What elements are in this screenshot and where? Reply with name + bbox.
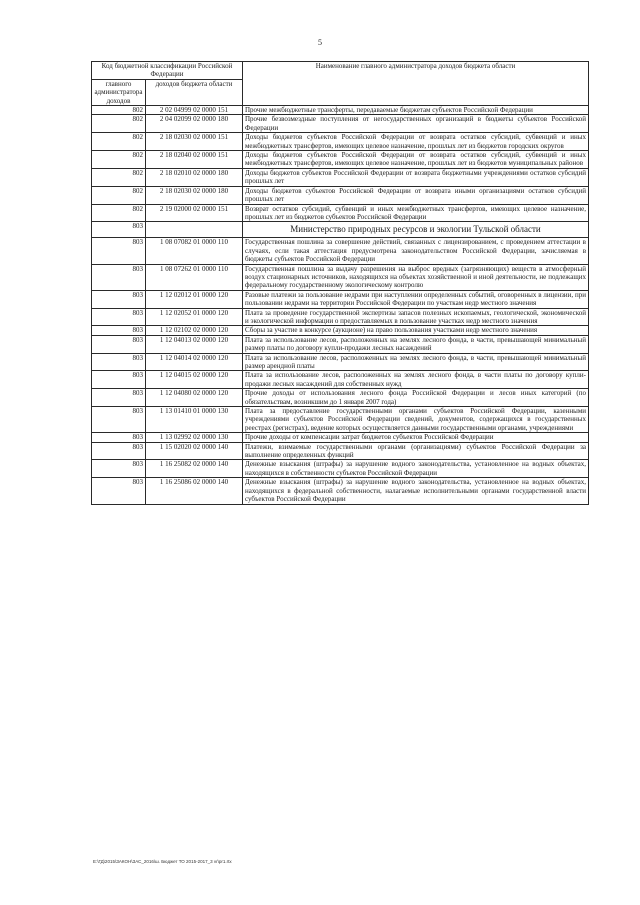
admin-code-cell: 803 — [92, 407, 146, 433]
table-row — [92, 371, 589, 389]
income-name-cell: Прочие доходы от компенсации затрат бюджетов субъектов Российской Федерации — [243, 433, 589, 442]
admin-code-cell: 803 — [92, 222, 146, 238]
table-row — [92, 238, 589, 264]
income-code-cell: 1 08 07262 01 0000 110 — [146, 264, 243, 290]
income-code-cell: 2 18 02030 02 0000 180 — [146, 186, 243, 204]
table-row — [92, 433, 589, 442]
table-row — [92, 407, 589, 433]
income-name-cell: Плата за использование лесов, расположенных на землях лесного фонда, в части, превышающей минимальный размер платы по договору купли-продажи лесных насаждений — [243, 335, 589, 353]
income-name-cell: Прочие доходы от использования лесного фонда Российской Федерации и лесов иных категорий (по обязательствам, возникшим до 1 января 2007 года) — [243, 389, 589, 407]
header-code-group: Код бюджетной классификации Российской Федерации — [92, 62, 243, 80]
income-code-cell: 2 18 02030 02 0000 151 — [146, 133, 243, 151]
income-code-cell: 1 15 02020 02 0000 140 — [146, 442, 243, 460]
income-code-cell: 2 02 04999 02 0000 151 — [146, 106, 243, 115]
table-row — [92, 115, 589, 133]
admin-code-cell: 802 — [92, 115, 146, 133]
table-row — [92, 442, 589, 460]
table-header-row — [92, 62, 589, 80]
income-code-cell: 1 12 02102 02 0000 120 — [146, 326, 243, 335]
table-row — [92, 168, 589, 186]
header-admin-column: главного администратора доходов — [92, 79, 146, 105]
income-name-cell: Плата за использование лесов, расположенных на землях лесного фонда, в части, превышающей минимальный размер арендной платы — [243, 353, 589, 371]
admin-code-cell: 802 — [92, 204, 146, 222]
income-name-cell: Доходы бюджетов субъектов Российской Федерации от возврата остатков субсидий, субвенций и иных межбюджетных трансфертов, имеющих целевое назначение, прошлых лет из бюджетов городских округов — [243, 133, 589, 151]
income-administrators-table — [91, 61, 589, 505]
income-code-cell: 1 13 01410 01 0000 130 — [146, 407, 243, 433]
admin-code-cell: 803 — [92, 335, 146, 353]
admin-code-cell: 802 — [92, 151, 146, 169]
file-path-footer: E:\ГД\2015\ЗАКОН\ЗАС_2016\ш. Бюджет ТО 2015-2017_3 vr\pr1.rtx — [93, 859, 232, 864]
income-name-cell: Сборы за участие в конкурсе (аукционе) на право пользования участками недр местного значения — [243, 326, 589, 335]
admin-code-cell: 803 — [92, 460, 146, 478]
admin-code-cell: 803 — [92, 433, 146, 442]
income-name-cell: Прочие безвозмездные поступления от негосударственных организаций в бюджеты субъектов Российской Федерации — [243, 115, 589, 133]
admin-code-cell: 802 — [92, 186, 146, 204]
table-row — [92, 353, 589, 371]
admin-code-cell: 803 — [92, 264, 146, 290]
income-name-cell: Министерство природных ресурсов и экологии Тульской области — [243, 222, 589, 238]
admin-code-cell: 803 — [92, 353, 146, 371]
income-name-cell: Доходы бюджетов субъектов Российской Федерации от возврата иными организациями остатков субсидий прошлых лет — [243, 186, 589, 204]
income-name-cell: Доходы бюджетов субъектов Российской Федерации от возврата остатков субсидий, субвенций и иных межбюджетных трансфертов, имеющих целевое назначение, прошлых лет из бюджетов муниципальных районов — [243, 151, 589, 169]
table-row — [92, 478, 589, 504]
income-code-cell: 1 12 02052 01 0000 120 — [146, 308, 243, 326]
admin-code-cell: 803 — [92, 326, 146, 335]
admin-code-cell: 803 — [92, 238, 146, 264]
income-code-cell: 2 19 02000 02 0000 151 — [146, 204, 243, 222]
income-name-cell: Государственная пошлина за совершение действий, связанных с лицензированием, с проведением аттестации в случаях, если такая аттестация предусмотрена законодательством Российской Федерации, зачисляемая в бюджеты субъектов Российской Федерации — [243, 238, 589, 264]
income-code-cell: 1 12 02012 01 0000 120 — [146, 290, 243, 308]
ministry-header-row — [92, 222, 589, 238]
income-code-cell: 1 16 25082 02 0000 140 — [146, 460, 243, 478]
income-name-cell: Платежи, взимаемые государственными органами (организациями) субъектов Российской Федерации за выполнение определенных функций — [243, 442, 589, 460]
income-code-cell: 1 12 04080 02 0000 120 — [146, 389, 243, 407]
table-row — [92, 151, 589, 169]
income-name-cell: Плата за проведение государственной экспертизы запасов полезных ископаемых, геологической, экономической и экологической информации о предоставляемых в пользование участках недр местного значения — [243, 308, 589, 326]
income-name-cell: Прочие межбюджетные трансферты, передаваемые бюджетам субъектов Российской Федерации — [243, 106, 589, 115]
table-row — [92, 106, 589, 115]
income-code-cell: 2 18 02010 02 0000 180 — [146, 168, 243, 186]
income-name-cell: Доходы бюджетов субъектов Российской Федерации от возврата бюджетными учреждениями остатков субсидий прошлых лет — [243, 168, 589, 186]
table-row — [92, 326, 589, 335]
admin-code-cell: 803 — [92, 389, 146, 407]
income-name-cell: Государственная пошлина за выдачу разрешения на выброс вредных (загрязняющих) веществ в атмосферный воздух стационарных источников, находящихся на объектах хозяйственной и иной деятельности, не подлежащих федеральному государственному экологическому контролю — [243, 264, 589, 290]
admin-code-cell: 803 — [92, 442, 146, 460]
table-row — [92, 389, 589, 407]
table-body — [92, 106, 589, 504]
income-name-cell: Денежные взыскания (штрафы) за нарушение водного законодательства, установленное на водных объектах, находящихся в собственности субъектов Российской Федерации — [243, 460, 589, 478]
income-code-cell: 1 12 04015 02 0000 120 — [146, 371, 243, 389]
admin-code-cell: 803 — [92, 290, 146, 308]
table-row — [92, 204, 589, 222]
admin-code-cell: 802 — [92, 106, 146, 115]
page-number: 5 — [318, 38, 322, 47]
income-code-cell: 2 04 02099 02 0000 180 — [146, 115, 243, 133]
income-code-cell — [146, 222, 243, 238]
table-row — [92, 133, 589, 151]
income-name-cell: Плата за использование лесов, расположенных на землях лесного фонда, в части платы по договору купли-продажи лесных насаждений для собственных нужд — [243, 371, 589, 389]
income-code-cell: 1 08 07082 01 0000 110 — [146, 238, 243, 264]
admin-code-cell: 802 — [92, 168, 146, 186]
table-row — [92, 308, 589, 326]
admin-code-cell: 803 — [92, 478, 146, 504]
table-row — [92, 335, 589, 353]
income-code-cell: 1 12 04014 02 0000 120 — [146, 353, 243, 371]
income-name-cell: Плата за предоставление государственными органами субъектов Российской Федерации, казенными учреждениями субъектов Российской Федерации сведений, документов, содержащихся в государственных реестрах (регистрах), ведение которых осуществляется данными государственными органами, учреждениями — [243, 407, 589, 433]
admin-code-cell: 803 — [92, 371, 146, 389]
income-code-cell: 1 13 02992 02 0000 130 — [146, 433, 243, 442]
income-code-cell: 1 12 04013 02 0000 120 — [146, 335, 243, 353]
table-row — [92, 290, 589, 308]
table-row — [92, 264, 589, 290]
table-row — [92, 186, 589, 204]
table-row — [92, 460, 589, 478]
admin-code-cell: 803 — [92, 308, 146, 326]
header-name-column: Наименование главного администратора доходов бюджета области — [243, 62, 589, 106]
income-name-cell: Разовые платежи за пользование недрами при наступлении определенных событий, оговоренных в лицензии, при пользовании недрами на территории Российской Федерации по участкам недр местного значения — [243, 290, 589, 308]
income-code-cell: 1 16 25086 02 0000 140 — [146, 478, 243, 504]
income-code-cell: 2 18 02040 02 0000 151 — [146, 151, 243, 169]
admin-code-cell: 802 — [92, 133, 146, 151]
income-name-cell: Возврат остатков субсидий, субвенций и иных межбюджетных трансфертов, имеющих целевое назначение, прошлых лет из бюджетов субъектов Российской Федерации — [243, 204, 589, 222]
income-name-cell: Денежные взыскания (штрафы) за нарушение водного законодательства, установленное на водных объектах, находящихся в федеральной собственности, налагаемые исполнительными органами государственной власти субъектов Российской Федерации — [243, 478, 589, 504]
header-income-column: доходов бюджета области — [146, 79, 243, 105]
